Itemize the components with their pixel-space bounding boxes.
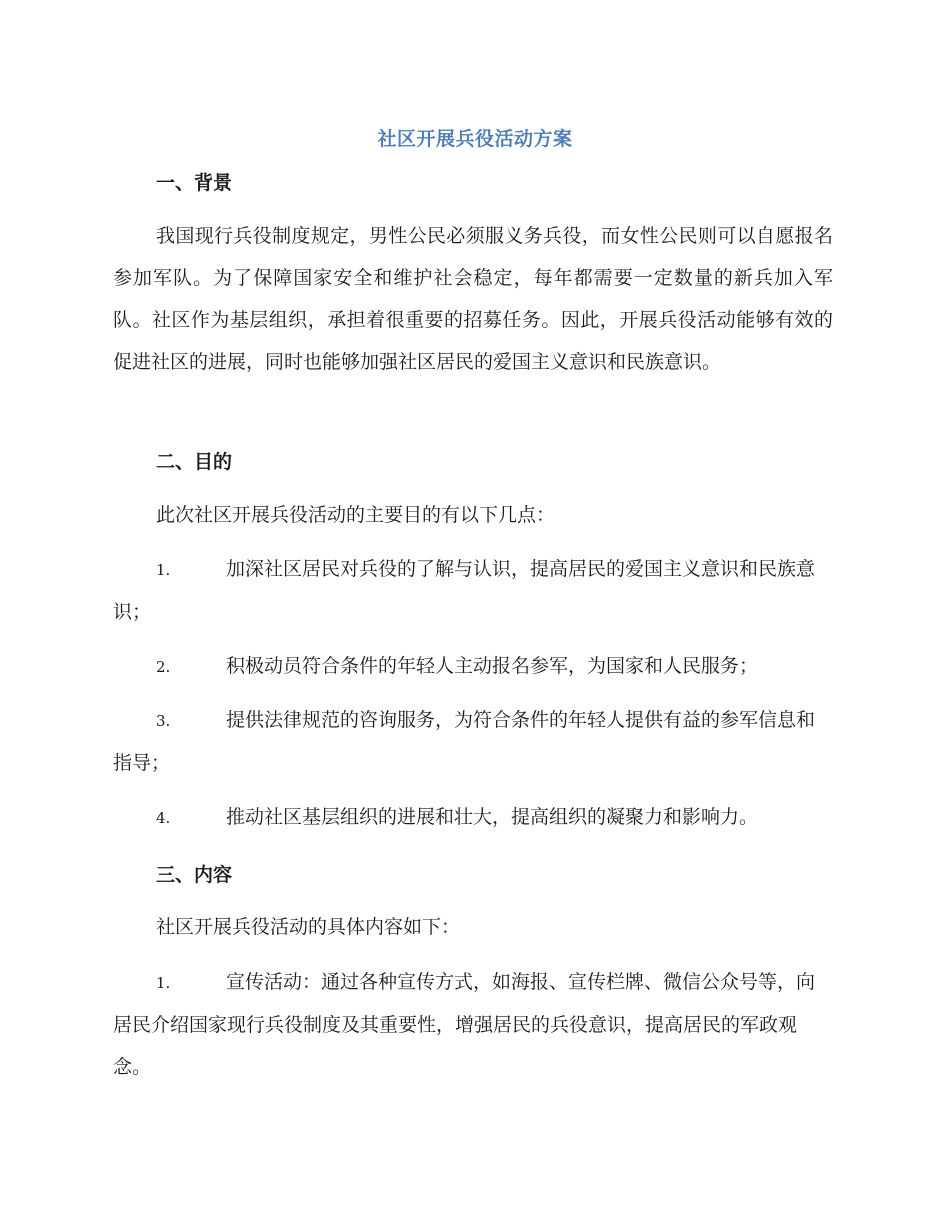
content-intro: 社区开展兵役活动的具体内容如下：	[156, 916, 461, 938]
document-title: 社区开展兵役活动方案	[377, 128, 573, 150]
section-heading-purpose: 二、目的	[156, 451, 233, 473]
list-number: 1.	[156, 974, 171, 992]
list-number: 4.	[156, 809, 171, 827]
background-paragraph: 我国现行兵役制度规定，男性公民必须服义务兵役，而女性公民则可以自愿报名参加军队。为了保障国家安全和维护社会稳定，每年都需要一定数量的新兵加入军队。社区作为基层组织，承担着很重要的招募任务。因此，开展兵役活动能够有效的促进社区的进展，同时也能够加强社区居民的爱国主义意识和民族意识。	[113, 225, 833, 373]
section-heading-content: 三、内容	[156, 864, 233, 886]
purpose-item-3	[113, 699, 833, 784]
list-number: 3.	[156, 712, 171, 730]
section-heading-background: 一、背景	[156, 172, 233, 194]
list-number: 1.	[156, 561, 171, 579]
list-item-text: 积极动员符合条件的年轻人主动报名参军，为国家和人民服务；	[226, 655, 759, 677]
list-item-text: 提供法律规范的咨询服务，为符合条件的年轻人提供有益的参军信息和指导；	[113, 709, 816, 774]
list-item-text: 加深社区居民对兵役的了解与认识，提高居民的爱国主义意识和民族意识；	[113, 558, 816, 623]
list-item-text: 推动社区基层组织的进展和壮大，提高组织的凝聚力和影响力。	[226, 806, 759, 828]
content-item-1	[113, 961, 833, 1088]
purpose-item-4	[113, 796, 833, 839]
purpose-item-1	[113, 548, 833, 633]
list-item-text: 宣传活动：通过各种宣传方式，如海报、宣传栏牌、微信公众号等，向居民介绍国家现行兵役制度及其重要性，增强居民的兵役意识，提高居民的军政观念。	[113, 971, 816, 1078]
list-number: 2.	[156, 658, 171, 676]
purpose-intro: 此次社区开展兵役活动的主要目的有以下几点：	[156, 504, 556, 526]
purpose-item-2	[113, 645, 833, 688]
